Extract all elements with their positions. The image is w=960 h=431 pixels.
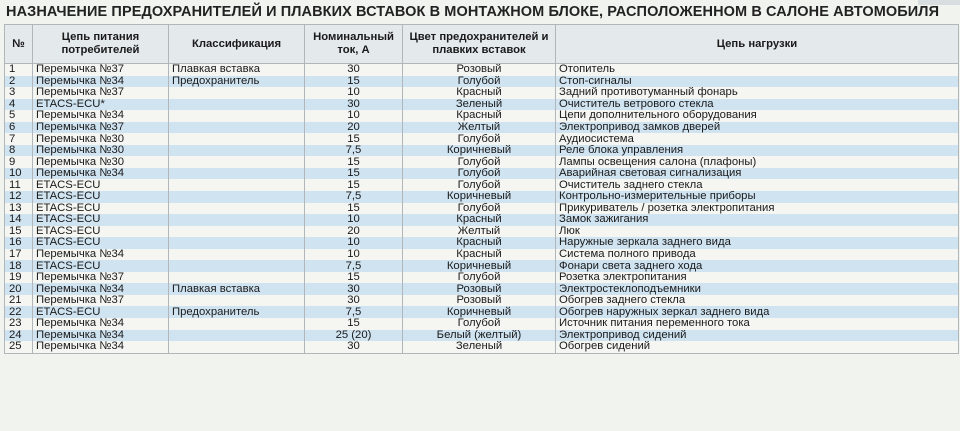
cell-load: Обогрев сидений bbox=[556, 341, 959, 353]
header-num: № bbox=[5, 25, 33, 64]
cell-classification bbox=[169, 237, 305, 249]
cell-color: Коричневый bbox=[403, 191, 556, 203]
cell-rating: 30 bbox=[305, 64, 403, 76]
cell-rating: 15 bbox=[305, 203, 403, 215]
cell-classification bbox=[169, 214, 305, 226]
cell-circuit: Перемычка №34 bbox=[33, 341, 169, 353]
cell-load: Источник питания переменного тока bbox=[556, 318, 959, 330]
cell-circuit: ETACS-ECU bbox=[33, 306, 169, 318]
cell-rating: 30 bbox=[305, 99, 403, 111]
cell-load: Электропривод замков дверей bbox=[556, 122, 959, 134]
table-row bbox=[5, 318, 959, 330]
cell-color: Красный bbox=[403, 249, 556, 261]
cell-circuit: Перемычка №34 bbox=[33, 318, 169, 330]
cell-load: Аварийная световая сигнализация bbox=[556, 168, 959, 180]
table-row bbox=[5, 99, 959, 111]
cell-load: Стоп-сигналы bbox=[556, 76, 959, 88]
cell-rating: 20 bbox=[305, 122, 403, 134]
cell-circuit: Перемычка №37 bbox=[33, 64, 169, 76]
cell-color: Голубой bbox=[403, 272, 556, 284]
table-row bbox=[5, 237, 959, 249]
cell-num: 10 bbox=[5, 168, 33, 180]
cell-classification bbox=[169, 110, 305, 122]
cell-rating: 10 bbox=[305, 110, 403, 122]
table-row bbox=[5, 133, 959, 145]
cell-color: Белый (желтый) bbox=[403, 330, 556, 342]
cell-num: 16 bbox=[5, 237, 33, 249]
cell-circuit: ETACS-ECU bbox=[33, 179, 169, 191]
cell-circuit: Перемычка №37 bbox=[33, 87, 169, 99]
cell-classification bbox=[169, 168, 305, 180]
table-row bbox=[5, 283, 959, 295]
cell-num: 15 bbox=[5, 226, 33, 238]
cell-num: 6 bbox=[5, 122, 33, 134]
cell-classification bbox=[169, 156, 305, 168]
table-row bbox=[5, 203, 959, 215]
cell-rating: 15 bbox=[305, 133, 403, 145]
cell-circuit: ETACS-ECU bbox=[33, 191, 169, 203]
cell-num: 24 bbox=[5, 330, 33, 342]
cell-classification bbox=[169, 249, 305, 261]
cell-color: Голубой bbox=[403, 179, 556, 191]
cell-color: Красный bbox=[403, 87, 556, 99]
header-circuit: Цепь питания потребителей bbox=[33, 25, 169, 64]
header-row bbox=[5, 25, 959, 64]
table-row bbox=[5, 168, 959, 180]
cell-num: 11 bbox=[5, 179, 33, 191]
cell-num: 22 bbox=[5, 306, 33, 318]
cell-classification bbox=[169, 99, 305, 111]
cell-circuit: Перемычка №34 bbox=[33, 76, 169, 88]
cell-num: 1 bbox=[5, 64, 33, 76]
cell-num: 25 bbox=[5, 341, 33, 353]
cell-rating: 30 bbox=[305, 295, 403, 307]
cell-classification: Предохранитель bbox=[169, 306, 305, 318]
cell-circuit: ETACS-ECU bbox=[33, 260, 169, 272]
cell-color: Розовый bbox=[403, 295, 556, 307]
cell-classification bbox=[169, 87, 305, 99]
cell-num: 7 bbox=[5, 133, 33, 145]
cell-load: Контрольно-измерительные приборы bbox=[556, 191, 959, 203]
cell-circuit: Перемычка №30 bbox=[33, 133, 169, 145]
cell-circuit: Перемычка №30 bbox=[33, 156, 169, 168]
cell-load: Система полного привода bbox=[556, 249, 959, 261]
header-rating: Номинальный ток, А bbox=[305, 25, 403, 64]
cell-color: Зеленый bbox=[403, 341, 556, 353]
cell-load: Розетка электропитания bbox=[556, 272, 959, 284]
cell-classification bbox=[169, 226, 305, 238]
cell-color: Голубой bbox=[403, 318, 556, 330]
table-row bbox=[5, 145, 959, 157]
header-color: Цвет предохранителей и плавких вставок bbox=[403, 25, 556, 64]
cell-rating: 15 bbox=[305, 179, 403, 191]
cell-rating: 15 bbox=[305, 156, 403, 168]
table-row bbox=[5, 249, 959, 261]
table-header bbox=[5, 25, 959, 64]
cell-circuit: ETACS-ECU bbox=[33, 214, 169, 226]
table-row bbox=[5, 341, 959, 353]
table-row bbox=[5, 295, 959, 307]
cell-circuit: Перемычка №30 bbox=[33, 145, 169, 157]
cell-color: Голубой bbox=[403, 203, 556, 215]
cell-circuit: Перемычка №34 bbox=[33, 110, 169, 122]
table-row bbox=[5, 122, 959, 134]
cell-classification bbox=[169, 145, 305, 157]
cell-circuit: Перемычка №37 bbox=[33, 122, 169, 134]
cell-color: Красный bbox=[403, 237, 556, 249]
cell-load: Люк bbox=[556, 226, 959, 238]
table-row bbox=[5, 226, 959, 238]
page-title: НАЗНАЧЕНИЕ ПРЕДОХРАНИТЕЛЕЙ И ПЛАВКИХ ВСТАВОК В МОНТАЖНОМ БЛОКЕ, РАСПОЛОЖЕННОМ В САЛОНЕ АВТОМОБИЛЯ bbox=[6, 4, 940, 20]
header-classification: Классификация bbox=[169, 25, 305, 64]
cell-load: Отопитель bbox=[556, 64, 959, 76]
cell-color: Коричневый bbox=[403, 260, 556, 272]
cell-color: Голубой bbox=[403, 133, 556, 145]
cell-rating: 10 bbox=[305, 87, 403, 99]
cell-classification bbox=[169, 191, 305, 203]
cell-rating: 20 bbox=[305, 226, 403, 238]
cell-rating: 10 bbox=[305, 214, 403, 226]
cell-classification bbox=[169, 179, 305, 191]
cell-load: Очиститель заднего стекла bbox=[556, 179, 959, 191]
cell-classification: Плавкая вставка bbox=[169, 283, 305, 295]
cell-circuit: ETACS-ECU bbox=[33, 203, 169, 215]
table-row bbox=[5, 306, 959, 318]
cell-color: Голубой bbox=[403, 76, 556, 88]
cell-load: Фонари света заднего хода bbox=[556, 260, 959, 272]
cell-rating: 7,5 bbox=[305, 260, 403, 272]
cell-rating: 7,5 bbox=[305, 191, 403, 203]
cell-color: Голубой bbox=[403, 168, 556, 180]
cell-classification: Плавкая вставка bbox=[169, 64, 305, 76]
cell-classification bbox=[169, 272, 305, 284]
cell-load: Очиститель ветрового стекла bbox=[556, 99, 959, 111]
cell-load: Обогрев заднего стекла bbox=[556, 295, 959, 307]
cell-rating: 10 bbox=[305, 237, 403, 249]
table-row bbox=[5, 214, 959, 226]
cell-rating: 15 bbox=[305, 272, 403, 284]
cell-num: 17 bbox=[5, 249, 33, 261]
cell-circuit: Перемычка №37 bbox=[33, 295, 169, 307]
table-body bbox=[5, 64, 959, 354]
cell-rating: 7,5 bbox=[305, 306, 403, 318]
cell-load: Лампы освещения салона (плафоны) bbox=[556, 156, 959, 168]
cell-rating: 15 bbox=[305, 76, 403, 88]
cell-num: 3 bbox=[5, 87, 33, 99]
cell-classification bbox=[169, 203, 305, 215]
cell-rating: 30 bbox=[305, 283, 403, 295]
cell-classification bbox=[169, 133, 305, 145]
cell-rating: 15 bbox=[305, 318, 403, 330]
table-row bbox=[5, 156, 959, 168]
cell-num: 23 bbox=[5, 318, 33, 330]
cell-color: Розовый bbox=[403, 64, 556, 76]
cell-classification bbox=[169, 295, 305, 307]
fuse-table bbox=[4, 24, 959, 354]
cell-num: 5 bbox=[5, 110, 33, 122]
cell-rating: 10 bbox=[305, 249, 403, 261]
cell-color: Желтый bbox=[403, 226, 556, 238]
cell-num: 12 bbox=[5, 191, 33, 203]
cell-circuit: ETACS-ECU* bbox=[33, 99, 169, 111]
cell-circuit: Перемычка №34 bbox=[33, 249, 169, 261]
cell-num: 21 bbox=[5, 295, 33, 307]
cell-rating: 15 bbox=[305, 168, 403, 180]
table-row bbox=[5, 110, 959, 122]
cell-color: Красный bbox=[403, 214, 556, 226]
cell-load: Электропривод сидений bbox=[556, 330, 959, 342]
table-row bbox=[5, 260, 959, 272]
cell-color: Розовый bbox=[403, 283, 556, 295]
cell-circuit: ETACS-ECU bbox=[33, 237, 169, 249]
header-load: Цепь нагрузки bbox=[556, 25, 959, 64]
cell-load: Замок зажигания bbox=[556, 214, 959, 226]
cell-num: 4 bbox=[5, 99, 33, 111]
cell-load: Электростеклоподъемники bbox=[556, 283, 959, 295]
cell-num: 14 bbox=[5, 214, 33, 226]
table-row bbox=[5, 87, 959, 99]
cell-load: Прикуриватель / розетка электропитания bbox=[556, 203, 959, 215]
cell-load: Наружные зеркала заднего вида bbox=[556, 237, 959, 249]
cell-classification bbox=[169, 341, 305, 353]
table-row bbox=[5, 64, 959, 76]
cell-rating: 30 bbox=[305, 341, 403, 353]
cell-circuit: Перемычка №34 bbox=[33, 330, 169, 342]
cell-load: Обогрев наружных зеркал заднего вида bbox=[556, 306, 959, 318]
cell-num: 18 bbox=[5, 260, 33, 272]
cell-num: 19 bbox=[5, 272, 33, 284]
cell-load: Аудиосистема bbox=[556, 133, 959, 145]
cell-color: Коричневый bbox=[403, 145, 556, 157]
cell-color: Желтый bbox=[403, 122, 556, 134]
cell-num: 2 bbox=[5, 76, 33, 88]
table-row bbox=[5, 191, 959, 203]
cell-color: Голубой bbox=[403, 156, 556, 168]
cell-classification: Предохранитель bbox=[169, 76, 305, 88]
cell-load: Задний противотуманный фонарь bbox=[556, 87, 959, 99]
cell-circuit: ETACS-ECU bbox=[33, 226, 169, 238]
cell-classification bbox=[169, 318, 305, 330]
cell-rating: 7,5 bbox=[305, 145, 403, 157]
cell-rating: 25 (20) bbox=[305, 330, 403, 342]
table-row bbox=[5, 330, 959, 342]
cell-load: Цепи дополнительного оборудования bbox=[556, 110, 959, 122]
table-row bbox=[5, 272, 959, 284]
table-row bbox=[5, 179, 959, 191]
cell-num: 13 bbox=[5, 203, 33, 215]
cell-circuit: Перемычка №34 bbox=[33, 168, 169, 180]
cell-classification bbox=[169, 260, 305, 272]
cell-num: 8 bbox=[5, 145, 33, 157]
cell-load: Реле блока управления bbox=[556, 145, 959, 157]
cell-classification bbox=[169, 122, 305, 134]
cell-circuit: Перемычка №37 bbox=[33, 272, 169, 284]
cell-circuit: Перемычка №34 bbox=[33, 283, 169, 295]
cell-color: Красный bbox=[403, 110, 556, 122]
cell-num: 9 bbox=[5, 156, 33, 168]
cell-num: 20 bbox=[5, 283, 33, 295]
cell-classification bbox=[169, 330, 305, 342]
table-row bbox=[5, 76, 959, 88]
cell-color: Коричневый bbox=[403, 306, 556, 318]
cell-color: Зеленый bbox=[403, 99, 556, 111]
